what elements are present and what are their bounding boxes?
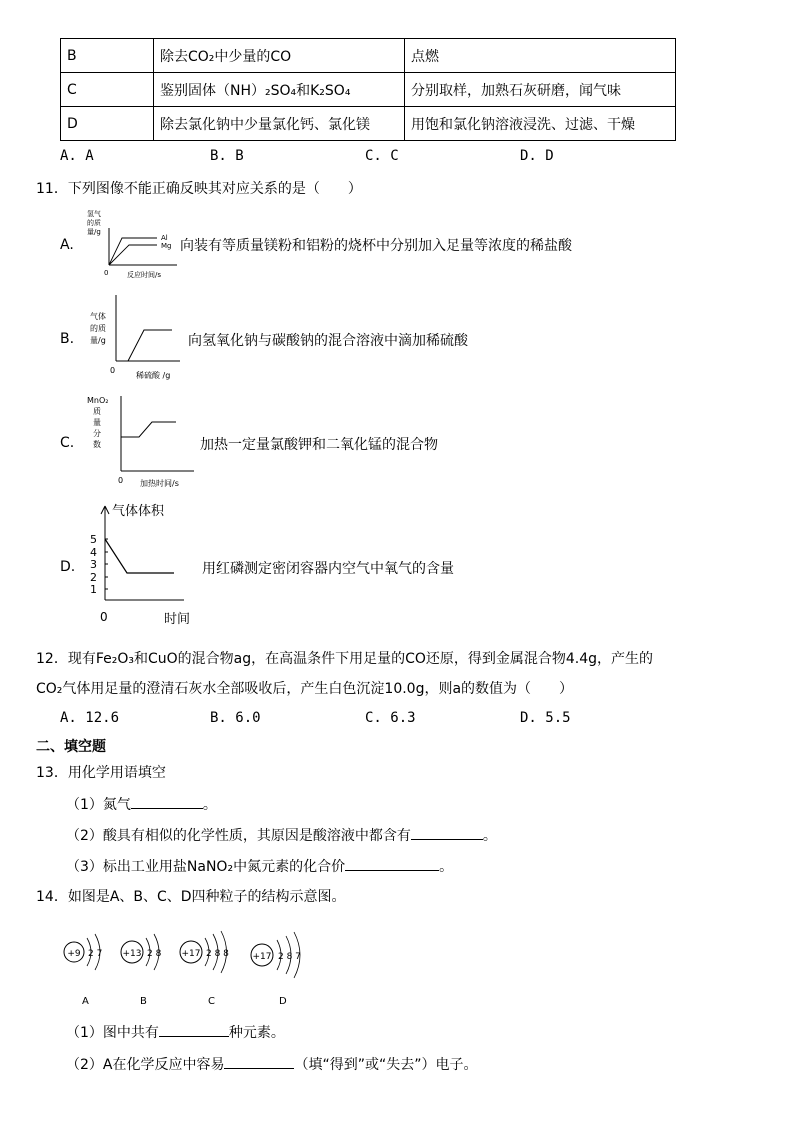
origin: 0 (110, 366, 116, 375)
atom-diagrams (58, 930, 328, 1010)
q11-option-b-desc: 向氢氧化钠与碳酸钠的混合溶液中滴加稀硫酸 (188, 333, 468, 349)
table-cell: 除去氯化钠中少量氯化钙、氯化镁 (154, 107, 405, 141)
graph-a-xlabel: 反应时间/s (127, 271, 162, 279)
graph-a-ylabel: 的质 (87, 219, 101, 227)
q14-item-text: （填“得到”或“失去”）电子。 (294, 1057, 478, 1073)
q12-choice-a: A. 12.6 (60, 710, 120, 726)
line-mno2 (121, 422, 176, 437)
q11-graph-c (84, 391, 196, 491)
q12-stem-line1: 12．现有Fe₂O₃和CuO的混合物ag，在高温条件下用足量的CO还原，得到金属混合物4.4g，产生的 (36, 651, 654, 667)
graph-d-xlabel: 时间 (164, 612, 191, 627)
q13-item-text: 。 (482, 828, 497, 844)
answer-blank[interactable] (345, 856, 439, 871)
q10-choice-d: D. D (520, 148, 554, 164)
q10-choice-a: A. A (60, 148, 94, 164)
atom-label-c: C (208, 996, 215, 1007)
q11-graph-d (84, 500, 200, 630)
table-cell: C (61, 73, 154, 107)
shells-c: 2 8 8 (206, 949, 229, 959)
origin: 0 (104, 269, 109, 277)
q11-option-a-desc: 向装有等质量镁粉和铝粉的烧杯中分别加入足量等浓度的稀盐酸 (180, 238, 572, 254)
q10-choice-c: C. C (365, 148, 399, 164)
q11-stem: 11．下列图像不能正确反映其对应关系的是（ ） (36, 181, 362, 197)
line-gas (128, 330, 172, 361)
origin: 0 (100, 610, 108, 624)
q13-item-text: 。 (439, 859, 454, 875)
graph-c-ylabel: 质 (93, 407, 101, 416)
graph-b-ylabel: 量/g (90, 336, 106, 345)
q13-stem: 13．用化学用语填空 (36, 765, 166, 781)
line-al (109, 238, 157, 265)
table-cell: 用饱和氯化钠溶液浸洗、过滤、干燥 (405, 107, 676, 141)
graph-b-ylabel: 的质 (90, 324, 106, 333)
graph-b-ylabel: 气体 (90, 312, 106, 321)
q11-graph-b (84, 293, 184, 383)
graph-a-ylabel: 氢气 (87, 210, 101, 218)
answer-blank[interactable] (159, 1022, 229, 1037)
atom-b (121, 934, 162, 1007)
atom-label-b: B (140, 996, 147, 1007)
q12-stem-line2: CO₂气体用足量的澄清石灰水全部吸收后，产生白色沉淀10.0g，则a的数值为（ ） (36, 681, 574, 697)
section-heading: 二、填空题 (36, 739, 106, 755)
graph-d-ylabel: 气体体积 (112, 504, 165, 519)
line-mg (109, 245, 157, 265)
q12-choice-c: C. 6.3 (365, 710, 416, 726)
q14-stem: 14．如图是A、B、C、D四种粒子的结构示意图。 (36, 889, 346, 905)
answer-blank[interactable] (131, 794, 203, 809)
shells-a: 2 7 (88, 949, 103, 959)
origin: 0 (118, 476, 124, 485)
q13-item-text: （2）酸具有相似的化学性质，其原因是酸溶液中都含有 (66, 828, 411, 844)
q13-item-text: 。 (202, 797, 217, 813)
q14-item-1 (66, 1022, 285, 1042)
q14-item-2 (66, 1054, 478, 1074)
q13-item-3 (66, 856, 453, 876)
nucleus-b: +13 (122, 949, 142, 959)
graph-c-ylabel: MnO₂ (87, 396, 109, 405)
table-row (61, 73, 676, 107)
line-volume (105, 539, 174, 573)
atom-c (180, 931, 229, 1007)
shells-b: 2 8 (147, 949, 162, 959)
atom-d (251, 932, 301, 1007)
q13-item-2 (66, 825, 497, 845)
table-row (61, 39, 676, 73)
q13-item-1 (66, 794, 217, 814)
q10-choice-b: B. B (210, 148, 244, 164)
series-al: Al (161, 234, 168, 242)
q11-option-a-label: A. (60, 237, 74, 253)
atom-label-d: D (279, 996, 287, 1007)
q11-option-b-label: B. (60, 331, 75, 347)
ytick: 2 (90, 571, 97, 584)
ytick: 5 (90, 533, 97, 546)
series-mg: Mg (161, 242, 172, 250)
q12-choice-b: B. 6.0 (210, 710, 261, 726)
graph-a-ylabel: 量/g (87, 228, 101, 236)
q11-option-c-label: C. (60, 435, 75, 451)
q13-item-text: （1）氮气 (66, 797, 131, 813)
graph-b-xlabel: 稀硫酸 /g (136, 371, 171, 380)
table-cell: 鉴别固体（NH）₂SO₄和K₂SO₄ (154, 73, 405, 107)
answer-blank[interactable] (411, 825, 483, 840)
table-cell: 点燃 (405, 39, 676, 73)
shells-d: 2 8 7 (278, 952, 301, 962)
q14-item-text: （2）A在化学反应中容易 (66, 1057, 225, 1073)
graph-c-ylabel: 分 (93, 429, 101, 438)
nucleus-d: +17 (252, 952, 272, 962)
atom-label-a: A (82, 996, 89, 1007)
answer-blank[interactable] (224, 1054, 294, 1069)
q13-item-text: （3）标出工业用盐NaNO₂中氮元素的化合价 (66, 859, 346, 875)
atom-a (64, 934, 102, 1007)
graph-c-ylabel: 量 (93, 418, 101, 427)
table-cell: 分别取样，加熟石灰研磨，闻气味 (405, 73, 676, 107)
table-cell: 除去CO₂中少量的CO (154, 39, 405, 73)
table-cell: D (61, 107, 154, 141)
nucleus-c: +17 (181, 949, 201, 959)
ytick: 4 (90, 546, 97, 559)
ytick: 3 (90, 558, 97, 571)
table-row (61, 107, 676, 141)
q11-option-d-desc: 用红磷测定密闭容器内空气中氧气的含量 (202, 561, 454, 577)
q11-option-d-label: D. (60, 559, 76, 575)
graph-c-ylabel: 数 (93, 440, 101, 449)
graph-c-xlabel: 加热时间/s (140, 479, 179, 488)
options-table (60, 38, 676, 141)
nucleus-a: +9 (67, 949, 81, 959)
q14-item-text: 种元素。 (228, 1025, 285, 1041)
ytick: 1 (90, 583, 97, 596)
q14-item-text: （1）图中共有 (66, 1025, 159, 1041)
q11-graph-a (82, 208, 182, 280)
q11-option-c-desc: 加热一定量氯酸钾和二氧化锰的混合物 (200, 437, 438, 453)
table-cell: B (61, 39, 154, 73)
q12-choice-d: D. 5.5 (520, 710, 571, 726)
